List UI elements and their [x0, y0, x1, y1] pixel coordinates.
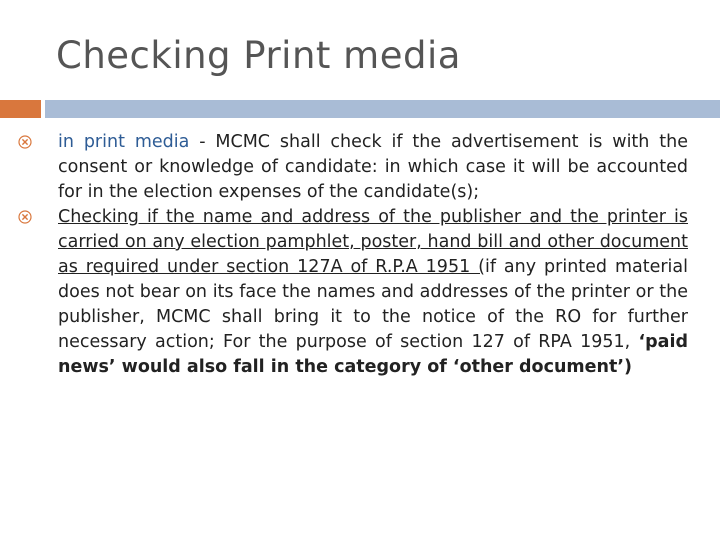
x-in-circle-icon [18, 210, 32, 224]
bullet-item-print-media [18, 130, 688, 205]
bullet-body-text: if any printed material does not bear on its face the names and addresses of the printer or the publisher, MCMC shall bring it to the notice of the RO for further necessary action; For the purpose of section 127 of RPA 1951, [58, 257, 688, 352]
bullet-item-checking-name [18, 205, 688, 380]
title-rule-orange [0, 100, 41, 118]
slide-title: Checking Print media [56, 34, 461, 77]
bullet-body-text: - MCMC shall check if the advertisement is with the consent or knowledge of candidate: in which case it will be accounted for in the election expenses of the candidate(s); [58, 132, 688, 202]
bullet-lead-text: in print media [58, 132, 190, 152]
title-rule-blue [45, 100, 720, 118]
bullet-list [18, 130, 688, 380]
bullet-bold-text: ‘paid news’ would also fall in the category of ‘other document’) [58, 332, 688, 377]
x-in-circle-icon [18, 135, 32, 149]
bullet-underlined-text: Checking if the name and address of the publisher and the printer is carried on any election pamphlet, poster, hand bill and other document as required under section 127A of R.P.A 1951 ( [58, 207, 688, 277]
